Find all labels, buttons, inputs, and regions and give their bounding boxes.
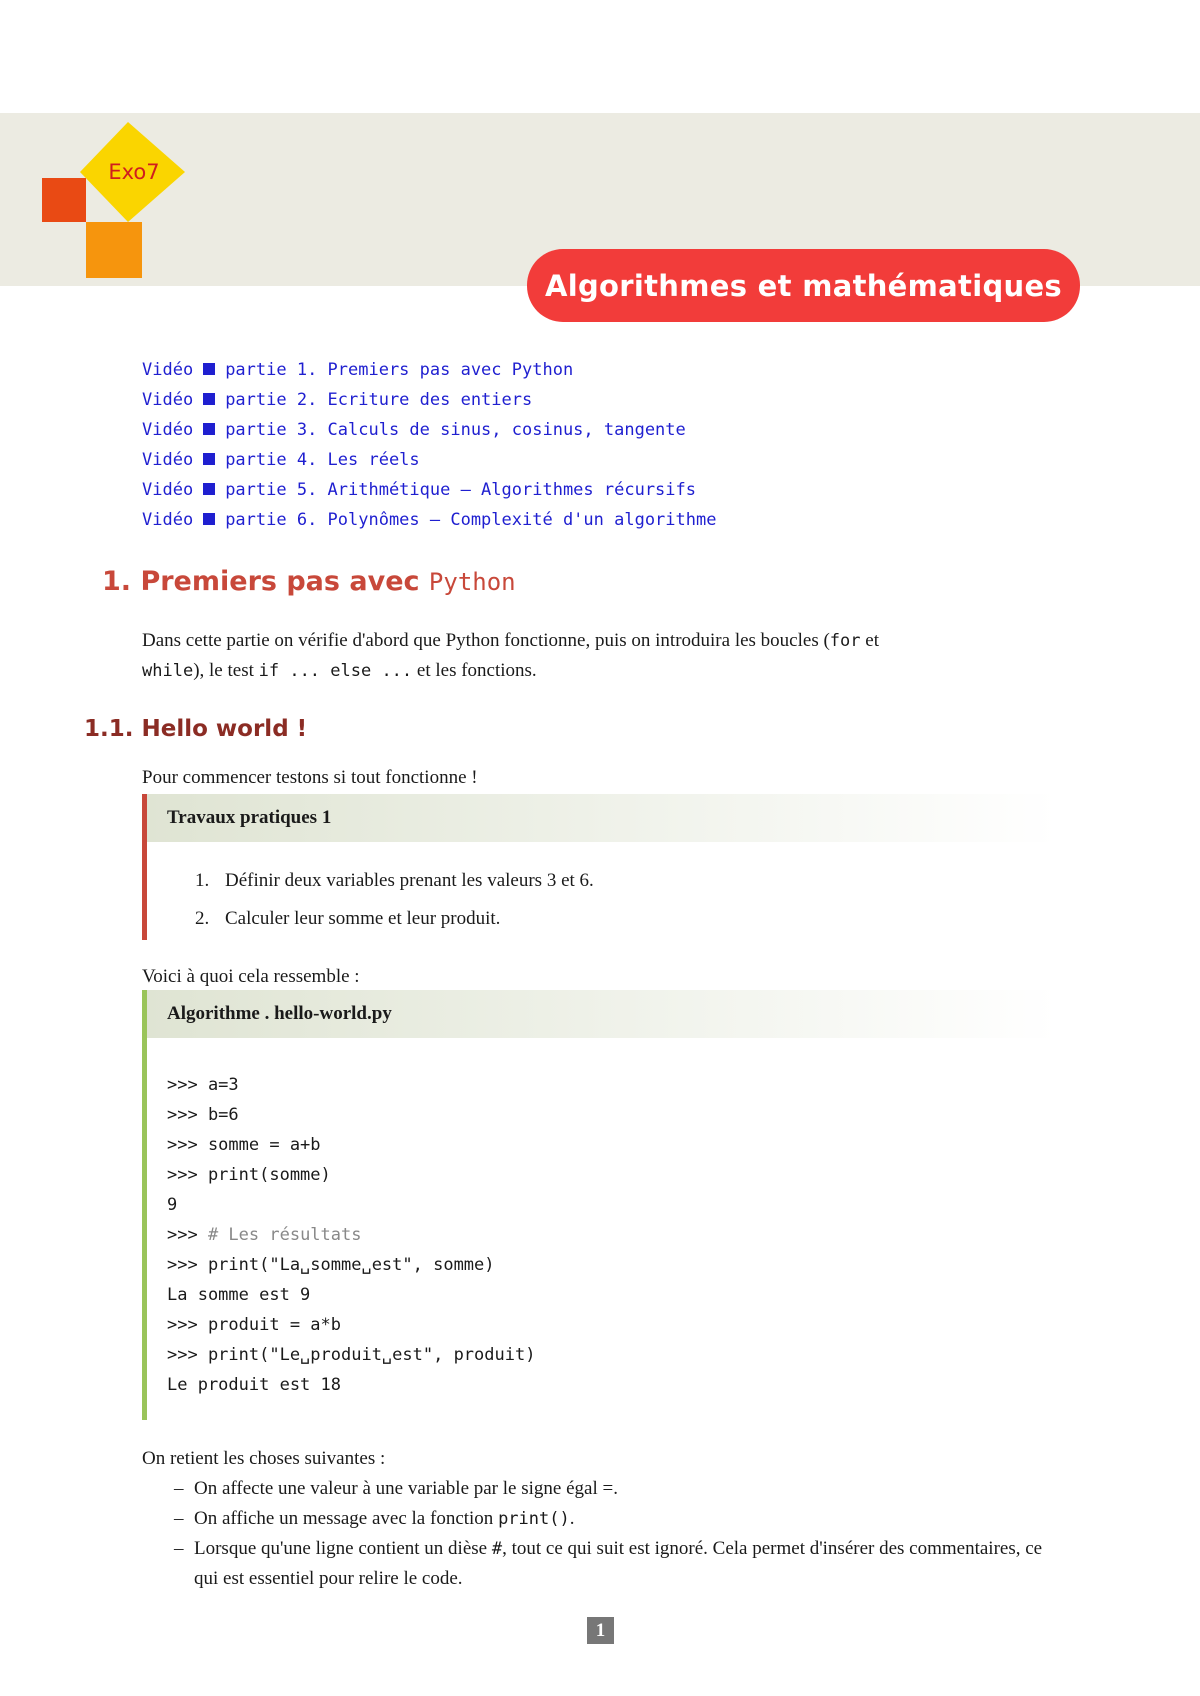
exercise-item [195, 862, 594, 900]
video-link[interactable] [142, 475, 716, 505]
video-label: Vidéo [142, 510, 194, 530]
page-number: 1 [587, 1617, 614, 1644]
intro-code: while [142, 661, 194, 681]
item-text: Définir deux variables prenant les valeurs 3 et 6. [225, 870, 594, 891]
point-text: , tout ce qui suit est ignoré. Cela permet d'insérer des commentaires, ce qui est essentiel pour relire le code. [194, 1538, 1043, 1589]
video-link-text: partie 4. Les réels [225, 450, 420, 470]
algorithm-box [142, 990, 1057, 1420]
voici-text: Voici à quoi cela ressemble : [142, 966, 360, 987]
subsection-heading: 1.1. Hello world ! [84, 716, 308, 742]
code-comment: # Les résultats [207, 1225, 362, 1245]
item-number: 1. [195, 870, 210, 891]
video-square-icon [203, 453, 215, 465]
exo7-logo [40, 118, 190, 283]
section-number: 1. [102, 566, 132, 597]
video-link[interactable] [142, 445, 716, 475]
code-block [167, 1070, 535, 1400]
code-line: >>> print(somme) [167, 1165, 331, 1185]
point-code: # [491, 1539, 503, 1559]
video-square-icon [203, 363, 215, 375]
key-point [174, 1504, 1064, 1534]
code-line: >>> print("Le␣produit␣est", produit) [167, 1345, 536, 1365]
retient-intro: On retient les choses suivantes : [142, 1448, 386, 1469]
video-link[interactable] [142, 505, 716, 535]
logo-text: Exo7 [108, 160, 160, 184]
section-heading [102, 566, 516, 597]
video-link-text: partie 3. Calculs de sinus, cosinus, tangente [225, 420, 686, 440]
algorithm-header: Algorithme . hello-world.py [147, 990, 1057, 1038]
video-link[interactable] [142, 385, 716, 415]
exercise-list [195, 862, 594, 938]
intro-text: fonctionne, puis on introduira les boucles ( [499, 630, 830, 651]
intro-code: for [829, 631, 861, 651]
subsection-intro: Pour commencer testons si tout fonctionne ! [142, 767, 478, 788]
video-square-icon [203, 483, 215, 495]
section-title-text: Premiers pas avec [140, 566, 420, 597]
point-text: Lorsque qu'une ligne contient un dièse [194, 1538, 492, 1559]
point-text: On affiche un message avec la fonction [194, 1508, 499, 1529]
video-label: Vidéo [142, 390, 194, 410]
key-point [174, 1474, 1064, 1504]
video-link-text: partie 1. Premiers pas avec Python [225, 360, 574, 380]
intro-code: if ... else ... [258, 661, 413, 681]
code-line: >>> somme = a+b [167, 1135, 321, 1155]
video-link-text: partie 6. Polynômes – Complexité d'un algorithme [225, 510, 717, 530]
intro-text: et les fonctions. [412, 660, 537, 681]
video-link[interactable] [142, 415, 716, 445]
video-label: Vidéo [142, 450, 194, 470]
point-code: print() [498, 1509, 570, 1529]
point-text: . [569, 1508, 575, 1529]
section-title-python: Python [428, 568, 516, 596]
video-label: Vidéo [142, 420, 194, 440]
logo-orange-square [86, 222, 142, 278]
section-intro [142, 626, 1062, 686]
point-text: On affecte une valeur à une variable par le signe égal =. [194, 1478, 618, 1499]
intro-text: Dans cette partie on vérifie d'abord que [142, 630, 446, 651]
intro-text: et [860, 630, 879, 651]
exercise-box [142, 794, 1057, 940]
exercise-header: Travaux pratiques 1 [147, 794, 1057, 842]
item-text: Calculer leur somme et leur produit. [225, 908, 501, 929]
code-line: >>> a=3 [167, 1075, 239, 1095]
code-line: >>> b=6 [167, 1105, 239, 1125]
logo-red-square [42, 178, 86, 222]
video-label: Vidéo [142, 480, 194, 500]
key-points-list [174, 1474, 1064, 1594]
video-square-icon [203, 393, 215, 405]
code-line [167, 1220, 535, 1250]
video-square-icon [203, 423, 215, 435]
intro-text: Python [445, 630, 500, 651]
video-square-icon [203, 513, 215, 525]
intro-text: ), le test [193, 660, 259, 681]
video-link-text: partie 2. Ecriture des entiers [225, 390, 533, 410]
code-prompt: >>> [167, 1225, 208, 1245]
code-line: Le produit est 18 [167, 1375, 341, 1395]
video-label: Vidéo [142, 360, 194, 380]
video-link-list [142, 355, 716, 535]
key-point [174, 1534, 1064, 1594]
item-number: 2. [195, 908, 210, 929]
code-line: La somme est 9 [167, 1285, 311, 1305]
exercise-item [195, 900, 594, 938]
code-line: >>> print("La␣somme␣est", somme) [167, 1255, 495, 1275]
video-link-text: partie 5. Arithmétique – Algorithmes récursifs [225, 480, 696, 500]
video-link[interactable] [142, 355, 716, 385]
document-title: Algorithmes et mathématiques [527, 249, 1080, 322]
code-line: 9 [167, 1195, 178, 1215]
code-line: >>> produit = a*b [167, 1315, 341, 1335]
